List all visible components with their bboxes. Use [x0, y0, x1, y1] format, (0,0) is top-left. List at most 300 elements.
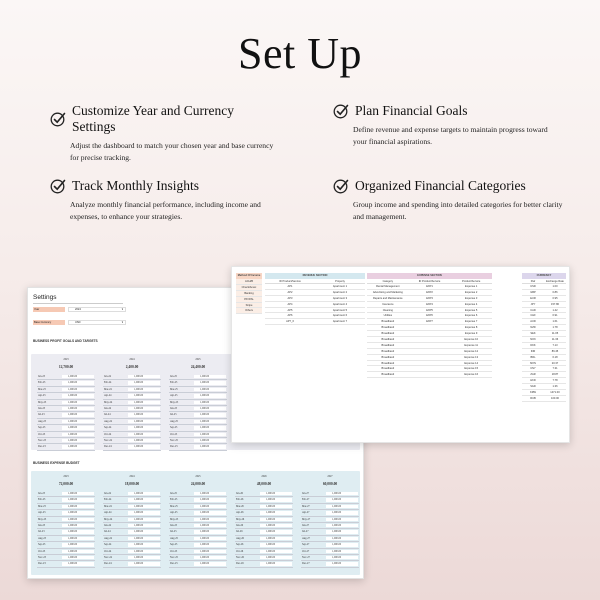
cell: CNY — [530, 367, 536, 371]
month-label: Dec-25 — [170, 445, 178, 449]
cell: USD — [530, 285, 536, 288]
month-label: Nov-24 — [104, 438, 112, 442]
month-label: Apr-26 — [236, 511, 244, 515]
month-label: Jul-24 — [104, 413, 111, 417]
page-title: Set Up — [238, 29, 362, 78]
year-total: 24,400.00 — [190, 365, 206, 369]
cell: AUD — [530, 320, 536, 324]
month-value[interactable]: 1,000.00 — [194, 413, 226, 416]
month-value[interactable]: 1,000.00 — [194, 381, 226, 384]
month-label: Dec-25 — [170, 562, 178, 566]
column-header: Property — [335, 280, 345, 283]
feature-title: Organized Financial Categories — [355, 178, 526, 193]
cell: 18.87 — [551, 373, 559, 377]
cell: 1.00 — [552, 285, 558, 288]
cell: AP7_6 — [286, 320, 294, 324]
month-value[interactable]: 1,000.00 — [260, 492, 292, 495]
month-value[interactable]: 1,000.00 — [62, 518, 94, 521]
month-label: Jun-24 — [104, 406, 112, 410]
month-value[interactable]: 1,000.00 — [326, 524, 358, 527]
month-value[interactable]: 1,000.00 — [326, 543, 358, 546]
month-value[interactable]: 1,000.00 — [128, 375, 160, 378]
month-label: Apr-24 — [104, 511, 112, 515]
cell: Broadband — [381, 367, 395, 371]
month-value[interactable]: 1,000.00 — [194, 401, 226, 404]
month-value[interactable]: 1,000.00 — [128, 537, 160, 540]
cell — [409, 325, 451, 330]
cell — [409, 331, 451, 336]
month-value[interactable]: 1,000.00 — [62, 550, 94, 553]
check-circle-icon — [50, 111, 66, 127]
month-value[interactable]: 1,000.00 — [194, 394, 226, 397]
month-label: Jun-23 — [38, 523, 46, 527]
year-total: 24,000.00 — [190, 482, 206, 486]
cell: 0.86 — [552, 290, 558, 294]
month-rows — [103, 491, 161, 568]
month-value[interactable]: 1,000.00 — [326, 511, 358, 514]
month-value[interactable]: 1,000.00 — [194, 530, 226, 533]
month-value[interactable]: 1,000.00 — [194, 550, 226, 553]
month-value[interactable]: 1,000.00 — [62, 505, 94, 508]
cell: Apartment 2 — [332, 290, 348, 294]
currency-field[interactable] — [33, 320, 126, 325]
month-value[interactable]: 1,000.00 — [194, 492, 226, 495]
month-value[interactable]: 1,000.00 — [260, 498, 292, 501]
month-value[interactable]: 1,000.00 — [326, 505, 358, 508]
column-header: Category — [382, 280, 394, 283]
cell: EXP2 — [426, 290, 433, 294]
month-value[interactable]: 1,000.00 — [260, 543, 292, 546]
month-value[interactable]: 1,000.00 — [62, 562, 94, 565]
chevron-down-icon: ▾ — [121, 321, 123, 324]
month-label: May-25 — [170, 400, 179, 404]
month-label: Jan-24 — [104, 375, 111, 378]
feature-organized-categories — [333, 178, 563, 222]
month-label: Sep-24 — [104, 543, 112, 547]
month-value[interactable]: 1,000.00 — [326, 492, 358, 495]
month-value[interactable]: 1,000.00 — [128, 426, 160, 429]
cell — [409, 355, 451, 360]
cell: Expense 10 — [464, 338, 479, 342]
month-value[interactable]: 1,000.00 — [128, 413, 160, 416]
cell: Check/Amex — [241, 285, 257, 289]
cell: Apartment 1 — [332, 285, 348, 288]
month-value[interactable]: 1,000.00 — [62, 433, 94, 436]
month-label: Oct-27 — [302, 549, 310, 553]
cell: Expense 12 — [464, 349, 479, 353]
cell: Broadband — [381, 343, 395, 347]
year-label: 2027 — [327, 475, 333, 478]
check-circle-icon — [50, 178, 66, 194]
month-value[interactable]: 1,000.00 — [194, 518, 226, 521]
currency-label: Base Currency — [33, 320, 65, 325]
month-rows — [37, 374, 95, 451]
cell: 11.05 — [551, 332, 559, 336]
cell: 0.91 — [552, 314, 558, 318]
month-value[interactable]: 1,000.00 — [260, 530, 292, 533]
month-label: May-24 — [104, 400, 113, 404]
year-label: 2026 — [261, 475, 267, 478]
month-value[interactable]: 1,000.00 — [62, 445, 94, 448]
month-row[interactable] — [169, 444, 227, 450]
cell: AP3 — [287, 296, 293, 300]
month-value[interactable]: 1,000.00 — [62, 492, 94, 495]
month-value[interactable]: 1,000.00 — [260, 562, 292, 565]
month-value[interactable]: 1,000.00 — [62, 375, 94, 378]
month-label: Nov-25 — [170, 438, 178, 442]
cell: SGD — [530, 385, 536, 389]
revenue-row[interactable] — [265, 319, 365, 325]
year-label: 2023 — [63, 475, 69, 478]
month-value[interactable]: 1,000.00 — [62, 530, 94, 533]
cell: Expense 16 — [464, 373, 479, 377]
year-column — [103, 471, 161, 568]
month-label: Aug-25 — [170, 536, 178, 540]
cell: KRW — [529, 391, 536, 395]
month-rows — [169, 374, 227, 451]
currency-header: CURRENCY — [522, 273, 566, 279]
cell: Expense 13 — [464, 355, 479, 359]
month-value[interactable]: 1,000.00 — [62, 439, 94, 442]
feature-title: Track Monthly Insights — [72, 178, 200, 193]
cell: Broadband — [381, 332, 395, 336]
cell: 1.42 — [552, 308, 558, 312]
month-value[interactable]: 1,000.00 — [194, 439, 226, 442]
method-of-income-column — [236, 273, 262, 314]
month-label: Dec-23 — [38, 445, 46, 449]
cell: DKK — [530, 343, 536, 347]
month-value[interactable]: 1,000.00 — [260, 524, 292, 527]
month-label: Sep-27 — [302, 543, 310, 547]
cell: Expense 5 — [465, 308, 478, 312]
month-value[interactable]: 1,000.00 — [128, 420, 160, 423]
month-label: Nov-26 — [236, 555, 244, 559]
column-header: Pair — [530, 280, 536, 283]
year-label: 2025 — [195, 475, 201, 478]
cell: 0.95 — [552, 296, 558, 300]
cell: Apartment 6 — [332, 314, 348, 318]
cell: 7.78 — [552, 379, 558, 383]
month-value[interactable]: 1,000.00 — [194, 375, 226, 378]
month-label: Oct-24 — [104, 432, 112, 436]
cell: Expense 4 — [465, 302, 478, 306]
month-row[interactable] — [37, 561, 95, 567]
month-value[interactable]: 1,000.00 — [62, 420, 94, 423]
currency-row[interactable] — [522, 396, 566, 402]
column-header: ID Product/Service — [279, 280, 301, 283]
year-total: 12,700.00 — [58, 365, 74, 369]
month-value[interactable]: 1,000.00 — [62, 401, 94, 404]
month-label: Mar-25 — [170, 387, 178, 391]
month-label: Feb-24 — [104, 381, 112, 385]
cell: 6.18 — [552, 355, 558, 359]
month-label: Feb-26 — [236, 498, 244, 502]
month-value[interactable]: 1,000.00 — [194, 543, 226, 546]
cell: Others — [245, 309, 253, 313]
year-label: 2024 — [129, 475, 135, 478]
cell: 1471.00 — [550, 391, 560, 395]
month-row[interactable] — [37, 444, 95, 450]
month-label: Oct-26 — [236, 549, 244, 553]
year-column — [103, 354, 161, 451]
month-label: Feb-25 — [170, 381, 178, 385]
cell: 11.36 — [551, 338, 559, 342]
month-value[interactable]: 1,000.00 — [194, 407, 226, 410]
year-select[interactable]: 2024 ▾ — [68, 307, 126, 312]
month-label: Apr-23 — [38, 511, 46, 515]
month-label: Aug-23 — [38, 419, 46, 423]
cell: Stripe — [245, 303, 253, 307]
feature-description: Adjust the dashboard to match your chosen year and base currency for precise tracking. — [70, 141, 274, 162]
cell: AP4 — [287, 302, 293, 306]
month-value[interactable]: 1,000.00 — [194, 498, 226, 501]
month-value[interactable]: 1,000.00 — [194, 562, 226, 565]
year-label: 2025 — [195, 358, 201, 361]
month-value[interactable]: 1,000.00 — [194, 511, 226, 514]
month-label: Apr-25 — [170, 511, 178, 515]
month-value[interactable]: 1,000.00 — [260, 550, 292, 553]
month-label: Jan-27 — [302, 492, 309, 495]
month-label: Oct-23 — [38, 432, 46, 436]
cell: 7.13 — [552, 343, 558, 347]
month-value[interactable]: 1,000.00 — [62, 537, 94, 540]
cell: EXP5 — [426, 308, 433, 312]
cell: 7.31 — [552, 367, 558, 371]
feature-title: Customize Year and Currency Settings — [72, 103, 234, 134]
month-value[interactable]: 1,000.00 — [194, 556, 226, 559]
month-label: Mar-26 — [236, 504, 244, 508]
month-value[interactable]: 1,000.00 — [194, 505, 226, 508]
month-value[interactable]: 1,000.00 — [128, 381, 160, 384]
month-label: Apr-25 — [170, 394, 178, 398]
month-value[interactable]: 1,000.00 — [128, 445, 160, 448]
month-label: Jun-24 — [104, 523, 112, 527]
revenue-header: REVENUE SECTION — [265, 273, 365, 279]
cell: PAYPAL — [244, 297, 254, 301]
cell: Broadband — [381, 355, 395, 359]
month-value[interactable]: 1,000.00 — [62, 524, 94, 527]
cell: AP2 — [287, 290, 293, 294]
month-value[interactable]: 1,000.00 — [194, 420, 226, 423]
month-label: Nov-23 — [38, 438, 46, 442]
month-label: Aug-23 — [38, 536, 46, 540]
month-value[interactable]: 1,000.00 — [62, 413, 94, 416]
cell — [409, 349, 451, 354]
month-label: Aug-26 — [236, 536, 244, 540]
month-label: Feb-23 — [38, 381, 46, 385]
month-value[interactable]: 1,000.00 — [128, 543, 160, 546]
feature-track-insights — [50, 178, 280, 222]
month-value[interactable]: 1,000.00 — [128, 433, 160, 436]
month-label: Dec-26 — [236, 562, 244, 566]
cell — [409, 361, 451, 366]
month-row[interactable] — [235, 561, 293, 567]
currency-column — [522, 273, 566, 402]
month-value[interactable]: 1,000.00 — [326, 550, 358, 553]
feature-description: Analyze monthly financial performance, including income and expenses, to enhance your strategies. — [70, 200, 261, 221]
cell: AP6 — [287, 314, 293, 318]
month-label: Dec-27 — [302, 562, 310, 566]
month-label: Apr-27 — [302, 511, 310, 515]
month-value[interactable]: 1,000.00 — [62, 543, 94, 546]
month-label: May-26 — [236, 517, 245, 521]
year-field[interactable] — [33, 307, 126, 312]
cell: CAD — [530, 308, 536, 312]
month-value[interactable]: 1,000.00 — [260, 537, 292, 540]
month-value[interactable]: 1,000.00 — [128, 556, 160, 559]
month-value[interactable]: 1,000.00 — [128, 505, 160, 508]
month-value[interactable]: 1,000.00 — [194, 537, 226, 540]
cell: 86.45 — [551, 349, 559, 353]
cell: Expense 11 — [464, 343, 478, 347]
method-row[interactable] — [236, 308, 262, 314]
month-value[interactable]: 1,000.00 — [194, 433, 226, 436]
year-total: 60,000.00 — [322, 482, 338, 486]
month-value[interactable]: 1,000.00 — [128, 562, 160, 565]
month-value[interactable]: 1,000.00 — [194, 388, 226, 391]
month-label: Mar-25 — [170, 504, 178, 508]
expense-row[interactable] — [367, 372, 492, 378]
month-value[interactable]: 1,000.00 — [194, 524, 226, 527]
month-row[interactable] — [103, 444, 161, 450]
cell: Apartment 3 — [332, 296, 348, 300]
categories-sheet-preview — [231, 266, 570, 443]
cell: Insurance — [382, 302, 394, 306]
budget-grid — [31, 471, 360, 575]
month-label: Jul-25 — [170, 530, 177, 534]
month-value[interactable]: 1,000.00 — [128, 439, 160, 442]
cell: Broadband — [381, 373, 395, 377]
month-label: Jun-25 — [170, 406, 178, 410]
cell: ZAR — [530, 373, 536, 377]
month-value[interactable]: 1,000.00 — [128, 401, 160, 404]
month-label: Jul-26 — [236, 530, 243, 534]
column-header: Product/Service — [462, 280, 481, 283]
month-value[interactable]: 1,000.00 — [326, 498, 358, 501]
month-value[interactable]: 1,000.00 — [128, 518, 160, 521]
year-column — [37, 354, 95, 451]
month-row[interactable] — [103, 561, 161, 567]
cell: NOK — [530, 338, 536, 342]
month-label: May-24 — [104, 517, 113, 521]
month-value[interactable]: 1,000.00 — [128, 492, 160, 495]
cell: Expense 8 — [465, 326, 478, 330]
month-value[interactable]: 1,000.00 — [62, 498, 94, 501]
revenue-rows — [265, 284, 365, 325]
goals-section-label: BUSINESS PROFIT GOALS AND TARGETS — [33, 339, 98, 343]
month-value[interactable]: 1,000.00 — [128, 388, 160, 391]
cell: Cleaning — [382, 308, 393, 312]
method-header: Method Of Income — [237, 274, 261, 277]
cell: Broadband — [381, 349, 395, 353]
cell: Expense 14 — [464, 361, 479, 365]
month-label: Apr-24 — [104, 394, 112, 398]
cell — [409, 366, 451, 371]
settings-title: Settings — [33, 294, 57, 301]
month-label: May-25 — [170, 517, 179, 521]
month-value[interactable]: 1,000.00 — [62, 394, 94, 397]
cell: 100.00 — [551, 396, 559, 400]
month-label: Mar-23 — [38, 387, 46, 391]
month-value[interactable]: 1,000.00 — [260, 518, 292, 521]
month-label: Feb-25 — [170, 498, 178, 502]
month-value[interactable]: 1,000.00 — [62, 426, 94, 429]
month-label: Jul-24 — [104, 530, 111, 534]
cell: Banking — [244, 291, 254, 295]
month-value[interactable]: 1,000.00 — [128, 498, 160, 501]
month-label: Jun-25 — [170, 523, 178, 527]
year-label: Year — [33, 307, 65, 312]
month-label: Nov-23 — [38, 555, 46, 559]
cell — [409, 337, 451, 342]
month-label: Feb-24 — [104, 498, 112, 502]
cell: AP5 — [287, 308, 293, 312]
cell: 1.61 — [552, 320, 558, 324]
month-value[interactable]: 1,000.00 — [128, 550, 160, 553]
month-label: Dec-24 — [104, 445, 112, 449]
month-label: Oct-23 — [38, 549, 46, 553]
year-column — [37, 471, 95, 568]
chevron-down-icon: ▾ — [121, 308, 123, 311]
month-value[interactable]: 1,000.00 — [62, 511, 94, 514]
month-value[interactable]: 1,000.00 — [326, 537, 358, 540]
month-value[interactable]: 1,000.00 — [62, 407, 94, 410]
month-value[interactable]: 1,000.00 — [62, 556, 94, 559]
month-value[interactable]: 1,000.00 — [326, 562, 358, 565]
month-value[interactable]: 1,000.00 — [326, 518, 358, 521]
month-value[interactable]: 1,000.00 — [128, 524, 160, 527]
month-value[interactable]: 1,000.00 — [128, 530, 160, 533]
month-label: Jan-25 — [170, 375, 177, 378]
month-value[interactable]: 1,000.00 — [260, 505, 292, 508]
month-label: Sep-26 — [236, 543, 244, 547]
year-label: 2024 — [129, 358, 135, 361]
month-value[interactable]: 1,000.00 — [128, 511, 160, 514]
month-row[interactable] — [301, 561, 359, 567]
cell: Expense 1 — [465, 285, 478, 288]
month-row[interactable] — [169, 561, 227, 567]
month-value[interactable]: 1,000.00 — [128, 394, 160, 397]
month-value[interactable]: 1,000.00 — [260, 556, 292, 559]
cell: Apartment 7 — [332, 320, 348, 324]
month-value[interactable]: 1,000.00 — [62, 381, 94, 384]
month-label: Mar-24 — [104, 387, 112, 391]
month-value[interactable]: 1,000.00 — [326, 530, 358, 533]
month-label: Jun-26 — [236, 523, 244, 527]
cell: Broadband — [381, 338, 395, 342]
year-total: 48,000.00 — [256, 482, 272, 486]
cell: Apartment 4 — [332, 302, 348, 306]
cell: Rental Management — [376, 285, 400, 288]
month-label: May-23 — [38, 517, 47, 521]
month-value[interactable]: 1,000.00 — [194, 445, 226, 448]
currency-select[interactable]: USD ▾ — [68, 320, 126, 325]
month-value[interactable]: 1,000.00 — [260, 511, 292, 514]
year-column — [235, 471, 293, 568]
year-label: 2023 — [63, 358, 69, 361]
month-value[interactable]: 1,000.00 — [326, 556, 358, 559]
month-value[interactable]: 1,000.00 — [62, 388, 94, 391]
cell: 157.86 — [551, 302, 559, 306]
cell: MXN — [530, 361, 536, 365]
method-rows — [236, 279, 262, 314]
cell: BRL — [530, 355, 536, 359]
month-value[interactable]: 1,000.00 — [194, 426, 226, 429]
feature-description: Group income and spending into detailed categories for better clarity and management. — [353, 200, 563, 221]
year-column — [169, 354, 227, 451]
year-column — [169, 471, 227, 568]
month-value[interactable]: 1,000.00 — [128, 407, 160, 410]
